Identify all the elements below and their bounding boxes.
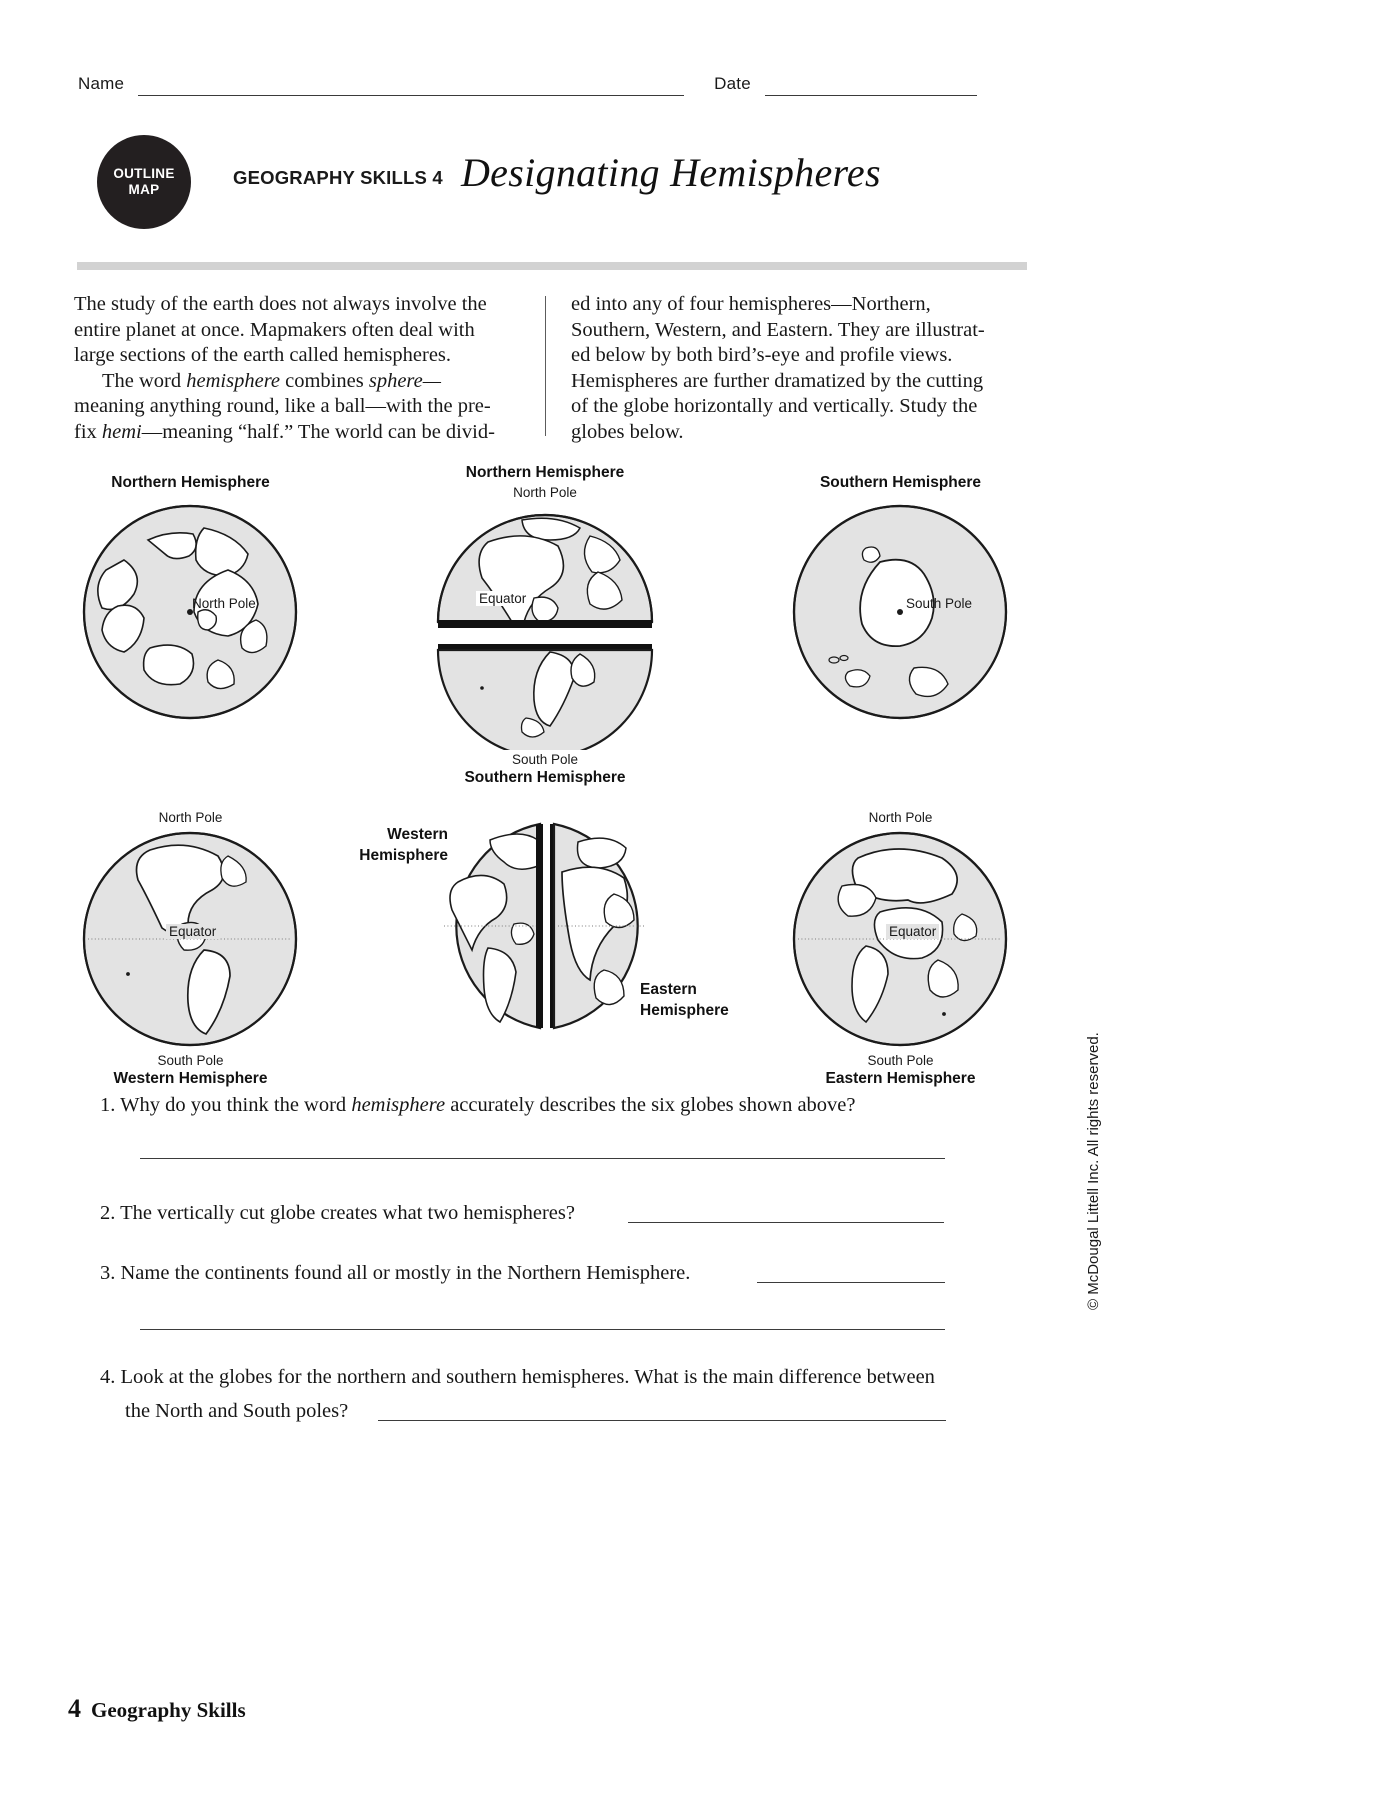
equator-label: Equator [166,924,219,939]
date-label: Date [714,74,751,93]
page-title: Designating Hemispheres [461,150,881,195]
question-number: 3. [100,1262,116,1284]
intro-column-right [571,292,1037,446]
intro-line: large sections of the earth called hemispheres. [74,344,452,367]
globe-northern-birdseye [78,474,303,725]
western-hemisphere-label [338,825,448,867]
north-pole-label: North Pole [513,485,577,500]
globe-illustration-north-polar [78,500,303,725]
north-pole-label: North Pole [158,810,223,825]
south-pole-label: South Pole [906,596,973,611]
south-pole-label: South Pole [867,1053,934,1068]
intro-line: Southern, Western, and Eastern. They are illustrat- [571,318,985,341]
intro-line: globes below. [571,420,684,443]
north-pole-label: North Pole [868,810,933,825]
equator-label: Equator [476,591,529,606]
intro-line: ed into any of four hemispheres—Northern, [571,293,931,315]
intro-line: meaning anything round, like a ball—with the pre- [74,395,491,418]
copyright-notice: © McDougal Littell Inc. All rights reserved. [1085,1032,1102,1310]
equator-label: Equator [886,924,939,939]
answer-line-q3b[interactable] [140,1329,945,1330]
western-label-line-1: Western [387,826,448,843]
intro-line: The study of the earth does not always involve the [74,293,487,315]
question-number: 4. [100,1366,116,1388]
page-footer [68,1694,246,1724]
intro-frag-italic: sphere— [368,369,441,392]
name-label: Name [78,74,125,93]
globe-illustration-western [78,828,303,1050]
answer-line-q2[interactable] [628,1222,944,1223]
globe-illustration-cut-vertical [428,820,662,1032]
globe-title-bottom: Southern Hemisphere [464,769,626,786]
intro-frag: The word [102,369,187,392]
question-text: Look at the globes for the northern and southern hemispheres. What is the main difference between [120,1366,935,1388]
globe-illustration-eastern [788,828,1013,1050]
question-text-italic: hemisphere [351,1094,446,1116]
globe-title: Eastern Hemisphere [825,1070,976,1087]
badge-line-2: MAP [128,182,160,197]
globe-illustration-south-polar [788,500,1013,725]
intro-text [74,292,1034,442]
intro-frag: combines [280,369,369,392]
globe-title: Northern Hemisphere [111,474,270,491]
question-1 [100,1092,1000,1118]
answer-line-q1[interactable] [140,1158,945,1159]
south-pole-label: South Pole [511,752,579,767]
globe-title: Southern Hemisphere [819,474,982,491]
name-input-line[interactable] [138,75,684,96]
eastern-label-line-2: Hemisphere [640,1001,729,1019]
eastern-label-line-1: Eastern [640,981,697,998]
intro-frag-italic: hemi [101,420,142,443]
south-pole-label: South Pole [157,1053,224,1068]
intro-frag: —meaning “half.” The world can be divid- [141,420,495,443]
intro-line: of the globe horizontally and vertically. Study the [571,395,978,418]
globe-illustration-cut [430,502,660,750]
intro-line [74,420,514,446]
question-4 [100,1364,1000,1390]
badge-line-1: OUTLINE [113,165,175,181]
intro-frag: fix [74,420,102,443]
footer-label: Geography Skills [91,1698,246,1722]
globe-western-profile [78,810,303,1088]
question-text: Name the continents found all or mostly in the Northern Hemisphere. [120,1262,691,1284]
globe-cut-horizontal [430,464,660,787]
answer-line-q3a[interactable] [757,1282,945,1283]
column-divider [545,296,546,436]
question-number: 1. [100,1094,116,1116]
intro-frag-italic: hemisphere [186,369,281,392]
intro-line: entire planet at once. Mapmakers often deal with [74,318,475,341]
globe-cut-vertical [359,820,729,1032]
western-label-line-2: Hemisphere [359,846,448,864]
question-text: Why do you think the word [120,1094,352,1116]
question-text: accurately describes the six globes shown above? [445,1094,856,1116]
intro-line [74,369,514,395]
intro-line: ed below by both bird’s-eye and profile views. [571,344,953,367]
date-input-line[interactable] [765,75,977,96]
globe-southern-birdseye [788,474,1013,725]
skills-eyebrow: GEOGRAPHY SKILLS 4 [233,167,443,188]
globe-title: Western Hemisphere [113,1070,268,1087]
intro-line: Hemispheres are further dramatized by the cutting [571,369,984,392]
name-date-row [78,68,1178,96]
globe-eastern-profile [788,810,1013,1088]
north-pole-label: North Pole [192,596,256,611]
globe-title-top: Northern Hemisphere [465,464,625,481]
question-number: 2. [100,1202,116,1224]
question-text: The vertically cut globe creates what two hemispheres? [120,1202,575,1224]
intro-column-left [74,292,514,446]
answer-line-q4[interactable] [378,1420,946,1421]
eastern-hemisphere-label [640,980,760,1022]
header-divider [77,262,1027,270]
outline-map-badge [97,135,191,229]
page-number: 4 [68,1694,81,1723]
question-text: the North and South poles? [125,1400,349,1422]
